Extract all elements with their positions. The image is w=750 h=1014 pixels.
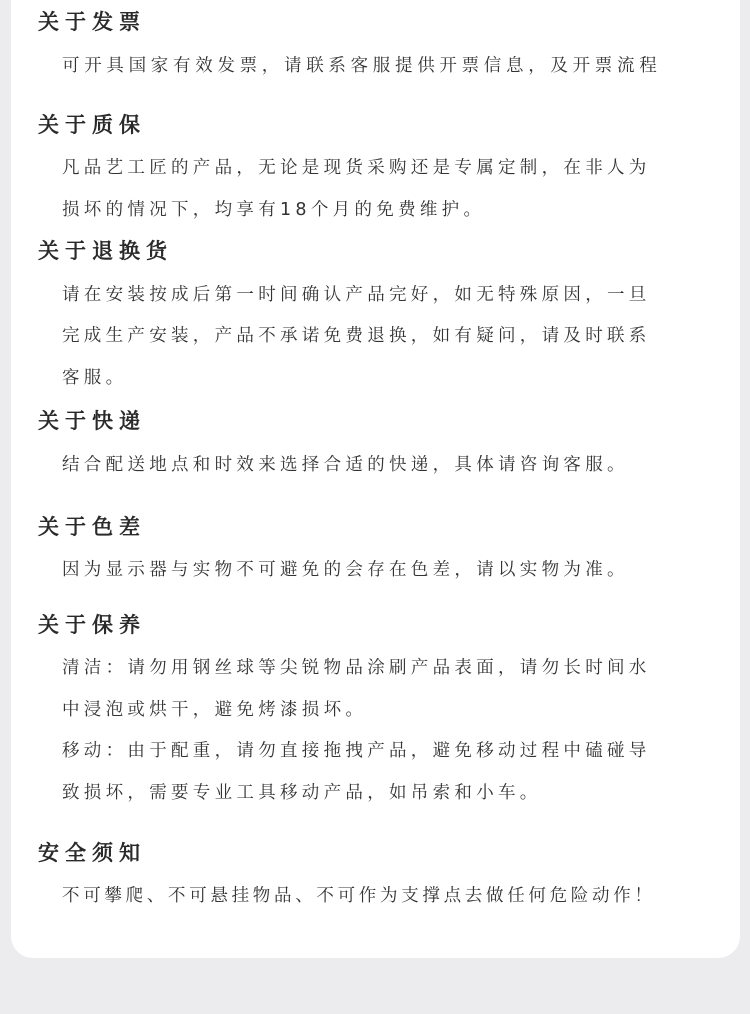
section-title-invoice: 关于发票 xyxy=(38,10,146,34)
delivery-text-line-1: 结合配送地点和时效来选择合适的快递，具体请咨询客服。 xyxy=(62,455,629,475)
maintenance-text-line-4: 致损坏，需要专业工具移动产品，如吊索和小车。 xyxy=(62,783,542,803)
returns-text-line-2: 完成生产安装，产品不承诺免费退换，如有疑问，请及时联系 xyxy=(62,326,651,346)
section-title-maintenance: 关于保养 xyxy=(38,613,146,637)
section-title-warranty: 关于质保 xyxy=(38,113,146,137)
section-title-returns: 关于退换货 xyxy=(38,239,173,263)
safety-text-line-1: 不可攀爬、不可悬挂物品、不可作为支撑点去做任何危险动作！ xyxy=(62,886,656,906)
warranty-text-line-1: 凡品艺工匠的产品，无论是现货采购还是专属定制，在非人为 xyxy=(62,158,651,178)
invoice-text-line-1: 可开具国家有效发票，请联系客服提供开票信息，及开票流程 xyxy=(62,56,662,76)
returns-text-line-3: 客服。 xyxy=(62,368,128,388)
returns-text-line-1: 请在安装按成后第一时间确认产品完好，如无特殊原因，一旦 xyxy=(62,285,651,305)
section-title-delivery: 关于快递 xyxy=(38,409,146,433)
color-difference-text-line-1: 因为显示器与实物不可避免的会存在色差，请以实物为准。 xyxy=(62,560,629,580)
maintenance-text-line-3: 移动：由于配重，请勿直接拖拽产品，避免移动过程中磕碰导 xyxy=(62,741,651,761)
section-title-color-difference: 关于色差 xyxy=(38,515,146,539)
maintenance-text-line-2: 中浸泡或烘干，避免烤漆损坏。 xyxy=(62,700,368,720)
info-card xyxy=(11,0,740,958)
warranty-text-line-2: 损坏的情况下，均享有18个月的免费维护。 xyxy=(62,200,486,220)
section-title-safety: 安全须知 xyxy=(38,841,146,865)
maintenance-text-line-1: 清洁：请勿用钢丝球等尖锐物品涂刷产品表面，请勿长时间水 xyxy=(62,658,651,678)
